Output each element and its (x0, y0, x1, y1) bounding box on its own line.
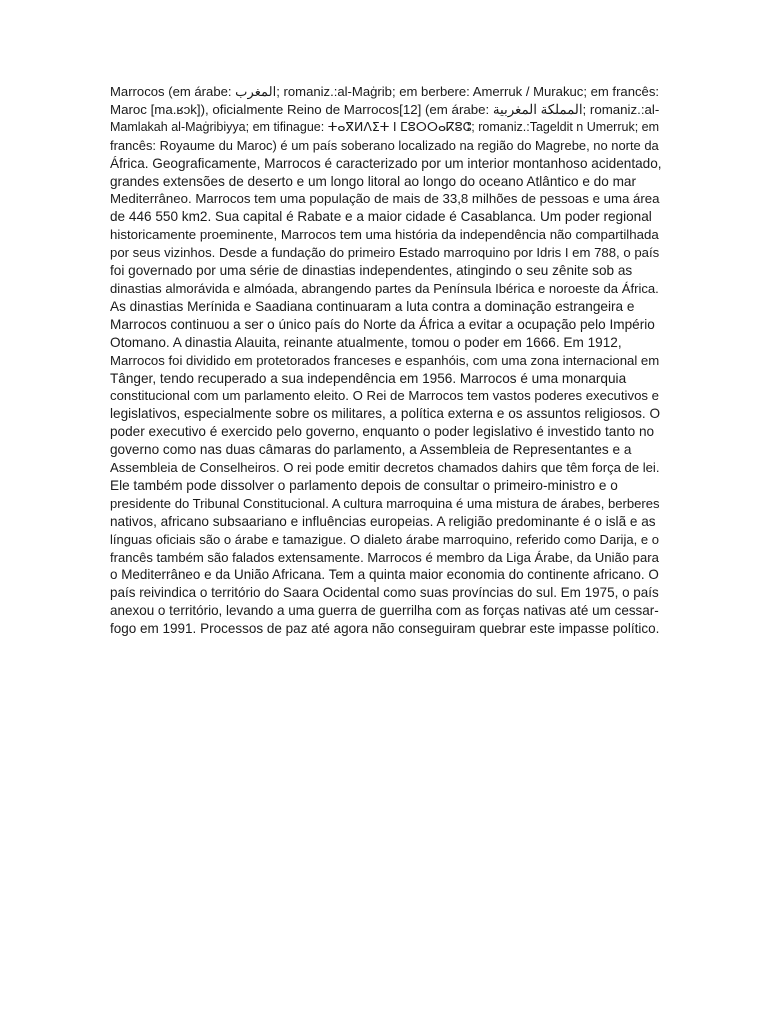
text-line: Marrocos foi dividido em protetorados franceses e espanhóis, com uma zona internacional em (110, 352, 660, 368)
text-line: governo como nas duas câmaras do parlamento, a Assembleia de Representantes e a (110, 442, 632, 458)
text-line: As dinastias Merínida e Saadiana continuaram a luta contra a dominação estrangeira e (110, 298, 635, 314)
text-line: o Mediterrâneo e da União Africana. Tem a quinta maior economia do continente africano. O (110, 567, 659, 583)
text-line: fogo em 1991. Processos de paz até agora não conseguiram quebrar este impasse político. (110, 621, 660, 637)
text-line: grandes extensões de deserto e um longo litoral ao longo do oceano Atlântico e do mar (110, 173, 636, 189)
text-line: nativos, africano subsaariano e influências europeias. A religião predominante é o islã e as (110, 513, 656, 529)
text-line: Mediterrâneo. Marrocos tem uma população de mais de 33,8 milhões de pessoas e uma área (110, 191, 660, 207)
text-line: foi governado por uma série de dinastias independentes, atingindo o seu zênite sob as (110, 263, 633, 279)
text-line: Maroc [ma.ʁɔk]), oficialmente Reino de Marrocos[12] (em árabe: المملكة المغربية; romaniz.:al- (110, 101, 660, 117)
text-line: Otomano. A dinastia Alauita, reinante atualmente, tomou o poder em 1666. Em 1912, (110, 334, 622, 350)
text-line: legislativos, especialmente sobre os militares, a política externa e os assuntos religiosos. O (110, 406, 661, 422)
text-line: francês também são falados extensamente. Marrocos é membro da Liga Árabe, da União para (110, 549, 659, 565)
text-line: línguas oficiais são o árabe e tamazigue. O dialeto árabe marroquino, referido como Darija, e o (110, 531, 659, 547)
text-line: historicamente proeminente, Marrocos tem uma história da independência não compartilhada (110, 227, 659, 243)
text-line: anexou o território, levando a uma guerra de guerrilha com as forças nativas até um cessar- (110, 603, 659, 619)
text-line: por seus vizinhos. Desde a fundação do primeiro Estado marroquino por Idris I em 788, o país (110, 245, 660, 261)
text-line: África. Geograficamente, Marrocos é caracterizado por um interior montanhoso acidentado, (110, 155, 662, 171)
text-line: poder executivo é exercido pelo governo, enquanto o poder legislativo é investido tanto no (110, 424, 655, 440)
text-line: francês: Royaume du Maroc) é um país soberano localizado na região do Magrebe, no norte da (110, 137, 659, 153)
text-line: Assembleia de Conselheiros. O rei pode emitir decretos chamados dahirs que têm força de lei. (110, 460, 660, 476)
text-line: Marrocos (em árabe: المغرب; romaniz.:al-Maġrib; em berbere: Amerruk / Murakuc; em francês: (110, 84, 660, 99)
text-line: Marrocos continuou a ser o único país do Norte da África a evitar a ocupação pelo Império (110, 316, 655, 332)
text-line: de 446 550 km2. Sua capital é Rabate e a maior cidade é Casablanca. Um poder regional (110, 209, 652, 225)
text-line: Tânger, tendo recuperado a sua independência em 1956. Marrocos é uma monarquia (110, 370, 627, 386)
text-line: presidente do Tribunal Constitucional. A cultura marroquina é uma mistura de árabes, berberes (110, 495, 660, 511)
text-line: dinastias almorávida e almóada, abrangendo partes da Península Ibérica e noroeste da África. (110, 280, 659, 296)
text-line: constitucional com um parlamento eleito. O Rei de Marrocos tem vastos poderes executivos e (110, 388, 660, 404)
body-paragraph (110, 83, 662, 638)
text-line: Mamlakah al-Maġribiyya; em tifinague: ⵜⴰⴳⵍⴷⵉⵜ ⵏ ⵎⵓⵔⵔⴰⴽⵓⵛ; romaniz.:Tageldit n Umerruk; em (110, 119, 660, 134)
text-line: Ele também pode dissolver o parlamento depois de consultar o primeiro-ministro e o (110, 477, 618, 493)
text-line: país reivindica o território do Saara Ocidental como suas províncias do sul. Em 1975, o país (110, 585, 659, 601)
